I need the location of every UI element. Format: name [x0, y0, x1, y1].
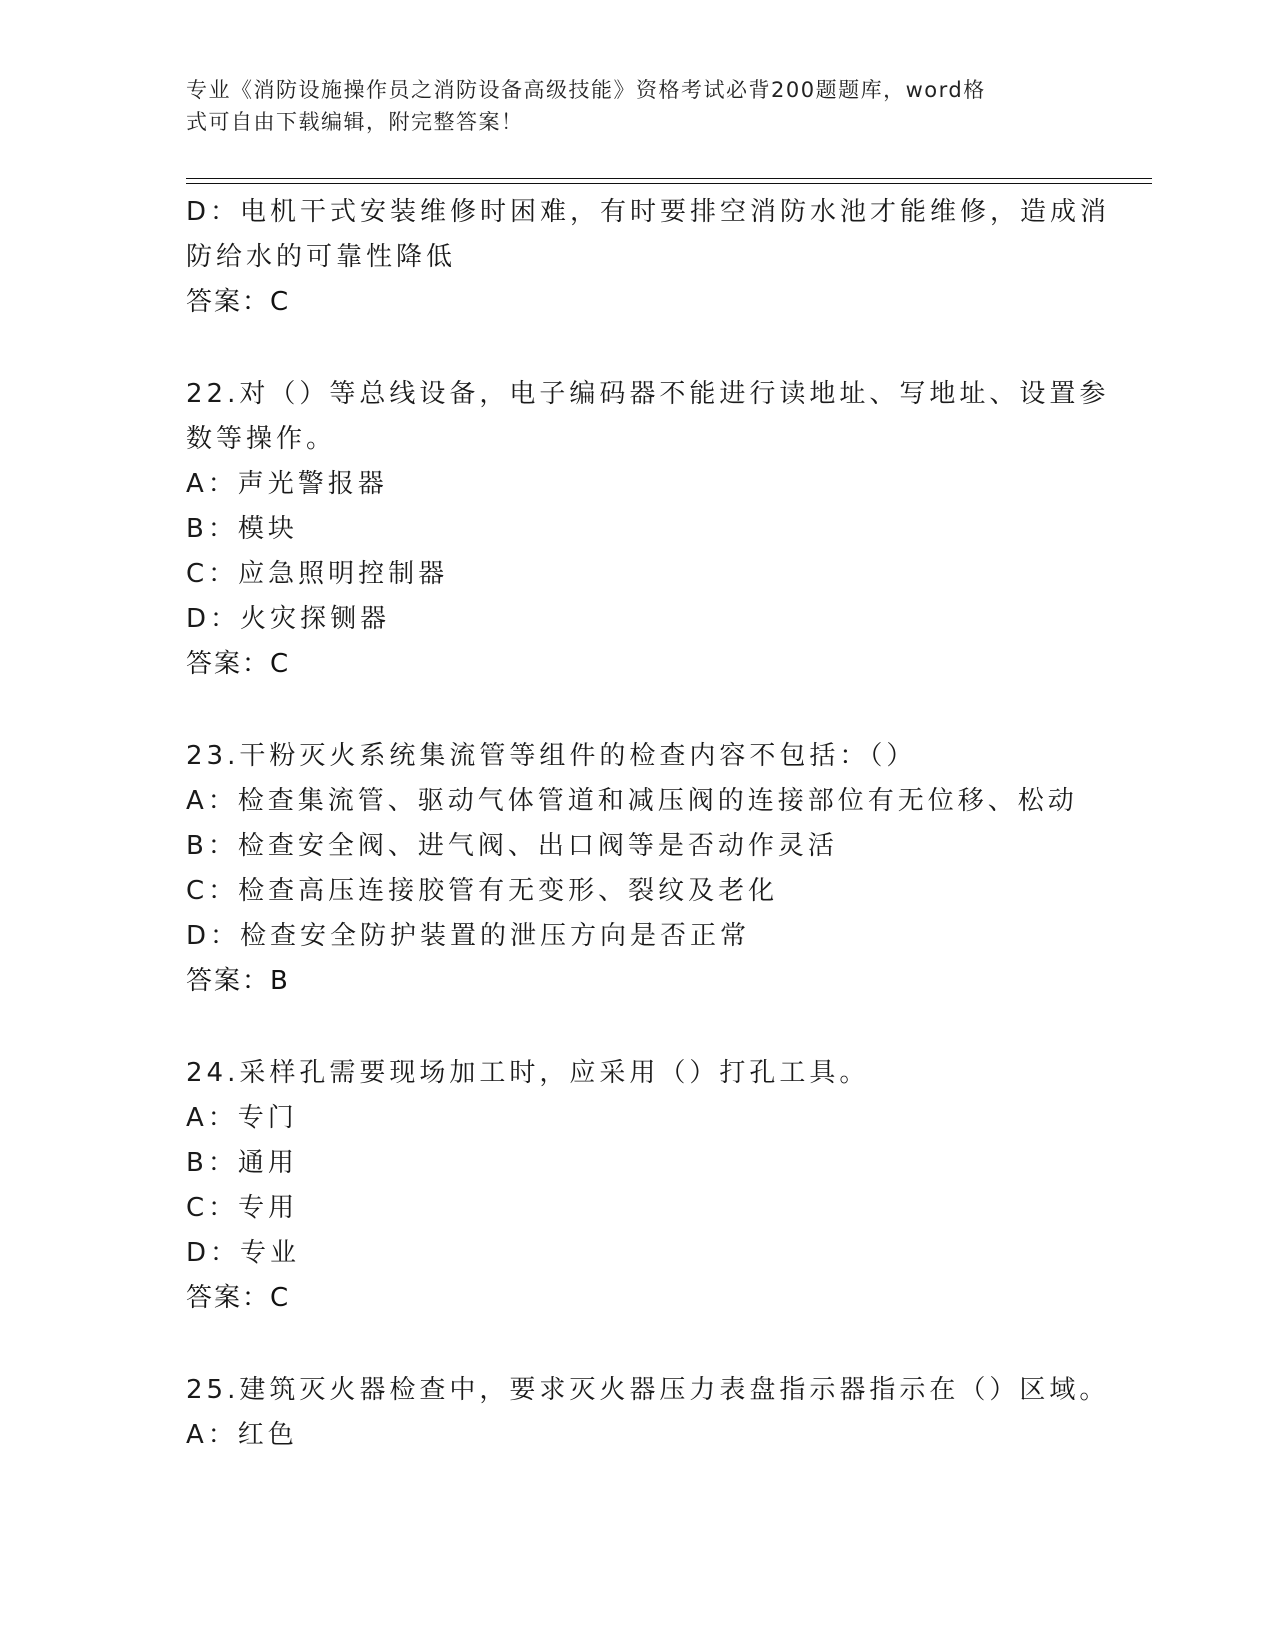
question-stem: 24.采样孔需要现场加工时，应采用（）打孔工具。: [186, 1058, 870, 1088]
option-c: C：专用: [186, 1193, 299, 1223]
question-24: [186, 1051, 1086, 1321]
option-d: D：检查安全防护装置的泄压方向是否正常: [186, 921, 751, 951]
spacer: [186, 325, 1086, 372]
question-21-continued: [186, 190, 1111, 325]
header-divider: [186, 178, 1152, 179]
option-d-continued: 防给水的可靠性降低: [186, 242, 457, 272]
option-b: B：通用: [186, 1148, 298, 1178]
header-divider-secondary: [186, 183, 1152, 184]
option-d: D：电机干式安装维修时困难，有时要排空消防水池才能维修，造成消: [186, 197, 1111, 227]
option-a: A：检查集流管、驱动气体管道和减压阀的连接部位有无位移、松动: [186, 786, 1078, 816]
option-c: C：检查高压连接胶管有无变形、裂纹及老化: [186, 876, 779, 906]
question-stem-continued: 数等操作。: [186, 424, 337, 454]
question-stem: 23.干粉灭火系统集流管等组件的检查内容不包括：（）: [186, 741, 917, 771]
option-a: A：声光警报器: [186, 469, 388, 499]
option-a: A：红色: [186, 1420, 298, 1450]
option-c: C：应急照明控制器: [186, 559, 449, 589]
option-b: B：模块: [186, 514, 298, 544]
option-d: D：专业: [186, 1238, 301, 1268]
spacer: [186, 1004, 1086, 1051]
question-25: [186, 1368, 1110, 1458]
question-22: [186, 372, 1110, 687]
spacer: [186, 687, 1086, 734]
header-line-1: 专业《消防设施操作员之消防设备高级技能》资格考试必背200题题库，word格: [186, 78, 986, 102]
answer: 答案：C: [186, 287, 291, 317]
question-stem: 22.对（）等总线设备，电子编码器不能进行读地址、写地址、设置参: [186, 379, 1110, 409]
document-body: [186, 190, 1111, 1458]
option-d: D：火灾探铡器: [186, 604, 391, 634]
answer: 答案：C: [186, 649, 291, 679]
answer: 答案：C: [186, 1283, 291, 1313]
header-line-2: 式可自由下载编辑，附完整答案！: [186, 110, 524, 134]
option-b: B：检查安全阀、进气阀、出口阀等是否动作灵活: [186, 831, 838, 861]
question-stem: 25.建筑灭火器检查中，要求灭火器压力表盘指示器指示在（）区域。: [186, 1375, 1110, 1405]
spacer: [186, 1321, 1086, 1368]
question-23: [186, 734, 1086, 1004]
option-a: A：专门: [186, 1103, 298, 1133]
page-header: [186, 74, 1066, 138]
answer: 答案：B: [186, 966, 290, 996]
